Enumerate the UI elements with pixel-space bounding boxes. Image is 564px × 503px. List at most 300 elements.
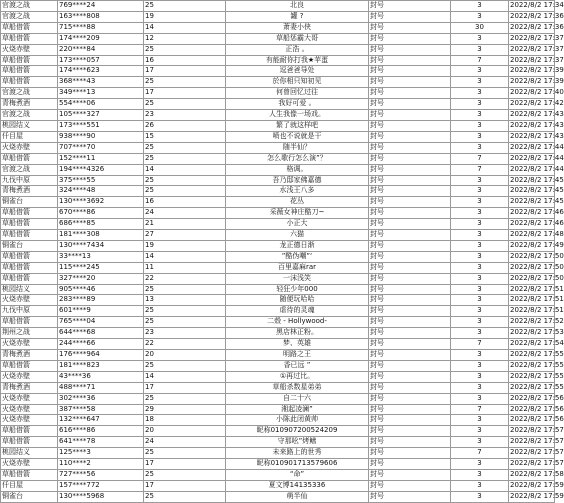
days-cell: 3: [451, 273, 509, 284]
account-cell: 132****647: [58, 415, 144, 426]
level-cell: 25: [144, 153, 226, 164]
account-cell: 194****4326: [58, 164, 144, 175]
level-cell: 25: [144, 469, 226, 480]
server-cell: 仟目屋: [1, 131, 58, 142]
level-cell: 14: [144, 164, 226, 175]
level-cell: 25: [144, 306, 226, 317]
days-cell: 3: [451, 120, 509, 131]
days-cell: 3: [451, 219, 509, 230]
account-cell: 181****823: [58, 360, 144, 371]
days-cell: 3: [451, 131, 509, 142]
account-cell: 33****13: [58, 251, 144, 262]
timestamp-cell: 2022/8/2 17:46: [509, 219, 555, 230]
action-cell: 封号: [369, 382, 451, 393]
level-cell: 25: [144, 77, 226, 88]
table-row: [1, 251, 555, 262]
action-cell: 封号: [369, 11, 451, 22]
timestamp-cell: 2022/8/2 17:36: [509, 22, 555, 33]
days-cell: 3: [451, 284, 509, 295]
level-cell: 25: [144, 491, 226, 502]
account-cell: 125****3: [58, 448, 144, 459]
nickname-cell: 人生我像一场戏。: [226, 110, 369, 121]
nickname-cell: 百里嘉麻rar: [226, 262, 369, 273]
account-cell: 554****06: [58, 99, 144, 110]
table-row: [1, 1, 555, 12]
server-cell: 草船借箭: [1, 262, 58, 273]
timestamp-cell: 2022/8/2 17:45: [509, 175, 555, 186]
table-row: [1, 66, 555, 77]
server-cell: 青梅煮酒: [1, 350, 58, 361]
action-cell: 封号: [369, 448, 451, 459]
timestamp-cell: 2022/8/2 17:50: [509, 262, 555, 273]
nickname-cell: 虐待的灵魂: [226, 306, 369, 317]
server-cell: 草船借箭: [1, 437, 58, 448]
account-cell: 130****7434: [58, 240, 144, 251]
timestamp-cell: 2022/8/2 17:55: [509, 360, 555, 371]
server-cell: 草船借箭: [1, 317, 58, 328]
server-cell: 九伐中原: [1, 306, 58, 317]
action-cell: 封号: [369, 208, 451, 219]
nickname-cell: 六猫: [226, 230, 369, 241]
server-cell: 火烧赤壁: [1, 415, 58, 426]
action-cell: 封号: [369, 131, 451, 142]
table-row: [1, 55, 555, 66]
action-cell: 封号: [369, 480, 451, 491]
table-body: [1, 1, 564, 503]
table-row: [1, 371, 555, 382]
action-cell: 封号: [369, 415, 451, 426]
days-cell: 7: [451, 448, 509, 459]
action-cell: 封号: [369, 393, 451, 404]
server-cell: 火烧赤壁: [1, 371, 58, 382]
days-cell: 3: [451, 295, 509, 306]
days-cell: 3: [451, 240, 509, 251]
table-row: [1, 230, 555, 241]
account-cell: 644****68: [58, 328, 144, 339]
account-cell: 727****56: [58, 469, 144, 480]
server-cell: 青梅煮酒: [1, 186, 58, 197]
table-row: [1, 197, 555, 208]
server-cell: 草船借箭: [1, 273, 58, 284]
table-row: [1, 175, 555, 186]
server-cell: 仟目屋: [1, 480, 58, 491]
account-cell: 174****623: [58, 66, 144, 77]
days-cell: 3: [451, 208, 509, 219]
account-cell: 181****308: [58, 230, 144, 241]
table-row: [1, 164, 555, 175]
nickname-cell: 草船惩霸大哥: [226, 33, 369, 44]
account-cell: 163****808: [58, 11, 144, 22]
days-cell: 3: [451, 77, 509, 88]
timestamp-cell: 2022/8/2 17:36: [509, 11, 555, 22]
timestamp-cell: 2022/8/2 17:44: [509, 164, 555, 175]
nickname-cell: 二殻 - Hollywood-: [226, 317, 369, 328]
timestamp-cell: 2022/8/2 17:51: [509, 284, 555, 295]
table-row: [1, 22, 555, 33]
server-cell: 官渡之战: [1, 11, 58, 22]
timestamp-cell: 2022/8/2 17:52: [509, 317, 555, 328]
account-cell: 368****43: [58, 77, 144, 88]
account-cell: 601****9: [58, 306, 144, 317]
action-cell: 封号: [369, 469, 451, 480]
nickname-cell: 一沫浅笑: [226, 273, 369, 284]
server-cell: 荆州之战: [1, 328, 58, 339]
days-cell: 3: [451, 306, 509, 317]
days-cell: 3: [451, 66, 509, 77]
server-cell: 火烧赤壁: [1, 339, 58, 350]
days-cell: 3: [451, 350, 509, 361]
table-row: [1, 306, 555, 317]
level-cell: 23: [144, 110, 226, 121]
account-cell: 769****24: [58, 1, 144, 12]
level-cell: 25: [144, 317, 226, 328]
days-cell: 3: [451, 33, 509, 44]
action-cell: 封号: [369, 1, 451, 12]
server-cell: 桃园结义: [1, 284, 58, 295]
nickname-cell: 怎么歌行怎么演”？: [226, 153, 369, 164]
nickname-cell: 守那吆”烤鳝: [226, 437, 369, 448]
level-cell: 25: [144, 44, 226, 55]
nickname-cell: 何曾回忆过往: [226, 88, 369, 99]
level-cell: 24: [144, 437, 226, 448]
table-row: [1, 186, 555, 197]
timestamp-cell: 2022/8/2 17:44: [509, 142, 555, 153]
timestamp-cell: 2022/8/2 17:57: [509, 426, 555, 437]
days-cell: 7: [451, 153, 509, 164]
days-cell: 3: [451, 371, 509, 382]
account-cell: 905****46: [58, 284, 144, 295]
level-cell: 29: [144, 404, 226, 415]
nickname-cell: 轻狂少年000: [226, 284, 369, 295]
account-cell: 43****36: [58, 371, 144, 382]
nickname-cell: 小陈此闭黄帅: [226, 415, 369, 426]
account-cell: 686****85: [58, 219, 144, 230]
nickname-cell: 昵称01090720052420​9: [226, 426, 369, 437]
timestamp-cell: 2022/8/2 17:46: [509, 208, 555, 219]
account-cell: 765****04: [58, 317, 144, 328]
timestamp-cell: 2022/8/2 17:55: [509, 382, 555, 393]
table-row: [1, 88, 555, 99]
server-cell: 草船借箭: [1, 230, 58, 241]
account-cell: 387****58: [58, 404, 144, 415]
account-cell: 938****90: [58, 131, 144, 142]
nickname-cell: 小正大: [226, 219, 369, 230]
level-cell: 17: [144, 88, 226, 99]
table-row: [1, 469, 555, 480]
nickname-cell: 龙正德日渐: [226, 240, 369, 251]
nickname-cell: 喷也不说就是干: [226, 131, 369, 142]
nickname-cell: 正浩 。: [226, 44, 369, 55]
level-cell: 25: [144, 393, 226, 404]
level-cell: 11: [144, 262, 226, 273]
days-cell: 3: [451, 262, 509, 273]
account-cell: 327****20: [58, 273, 144, 284]
level-cell: 17: [144, 480, 226, 491]
days-cell: 3: [451, 1, 509, 12]
action-cell: 封号: [369, 197, 451, 208]
nickname-cell: 自二十六: [226, 393, 369, 404]
table-row: [1, 426, 555, 437]
action-cell: 封号: [369, 175, 451, 186]
days-cell: 30: [451, 22, 509, 33]
days-cell: 3: [451, 328, 509, 339]
nickname-cell: 采薇女神庄酷刀~: [226, 208, 369, 219]
timestamp-cell: 2022/8/2 17:49: [509, 240, 555, 251]
action-cell: 封号: [369, 284, 451, 295]
account-cell: 174****209: [58, 33, 144, 44]
server-cell: 草船借箭: [1, 426, 58, 437]
nickname-cell: 梦、英雄: [226, 339, 369, 350]
server-cell: 火烧赤壁: [1, 459, 58, 470]
action-cell: 封号: [369, 350, 451, 361]
server-cell: 火烧赤壁: [1, 404, 58, 415]
days-cell: 3: [451, 186, 509, 197]
action-cell: 封号: [369, 306, 451, 317]
level-cell: 25: [144, 175, 226, 186]
level-cell: 25: [144, 1, 226, 12]
days-cell: 3: [451, 317, 509, 328]
action-cell: 封号: [369, 120, 451, 131]
table-row: [1, 142, 555, 153]
level-cell: 24: [144, 208, 226, 219]
level-cell: 22: [144, 273, 226, 284]
table-row: [1, 77, 555, 88]
days-cell: 3: [451, 197, 509, 208]
table-row: [1, 404, 555, 415]
account-cell: 324****48: [58, 186, 144, 197]
timestamp-cell: 2022/8/2 17:56: [509, 415, 555, 426]
level-cell: 16: [144, 55, 226, 66]
table-row: [1, 295, 555, 306]
timestamp-cell: 2022/8/2 17:51: [509, 306, 555, 317]
action-cell: 封号: [369, 77, 451, 88]
level-cell: 20: [144, 350, 226, 361]
timestamp-cell: 2022/8/2 17:57: [509, 459, 555, 470]
account-cell: 176****964: [58, 350, 144, 361]
action-cell: 封号: [369, 88, 451, 99]
table-row: [1, 328, 555, 339]
action-cell: 封号: [369, 328, 451, 339]
days-cell: 3: [451, 437, 509, 448]
action-cell: 封号: [369, 230, 451, 241]
account-cell: 375****55: [58, 175, 144, 186]
account-cell: 670****86: [58, 208, 144, 219]
account-cell: 707****70: [58, 142, 144, 153]
timestamp-cell: 2022/8/2 17:37: [509, 33, 555, 44]
action-cell: 封号: [369, 219, 451, 230]
days-cell: 3: [451, 251, 509, 262]
timestamp-cell: 2022/8/2 17:45: [509, 186, 555, 197]
timestamp-cell: 2022/8/2 17:50: [509, 251, 555, 262]
days-cell: 3: [451, 415, 509, 426]
table-row: [1, 317, 555, 328]
action-cell: 封号: [369, 317, 451, 328]
table-row: [1, 110, 555, 121]
days-cell: 3: [451, 142, 509, 153]
days-cell: 3: [451, 230, 509, 241]
server-cell: 火烧赤壁: [1, 142, 58, 153]
level-cell: 25: [144, 142, 226, 153]
level-cell: 14: [144, 371, 226, 382]
days-cell: 3: [451, 491, 509, 502]
action-cell: 封号: [369, 371, 451, 382]
nickname-cell: 黑店林正粉。: [226, 328, 369, 339]
level-cell: 25: [144, 360, 226, 371]
nickname-cell: 香已远 ”: [226, 360, 369, 371]
timestamp-cell: 2022/8/2 17:50: [509, 273, 555, 284]
timestamp-cell: 2022/8/2 17:37: [509, 44, 555, 55]
timestamp-cell: 2022/8/2 17:39: [509, 77, 555, 88]
nickname-cell: 北良: [226, 1, 369, 12]
table-row: [1, 273, 555, 284]
nickname-cell: 花丛: [226, 197, 369, 208]
days-cell: 3: [451, 469, 509, 480]
action-cell: 封号: [369, 44, 451, 55]
action-cell: 封号: [369, 339, 451, 350]
nickname-cell: 明路之王: [226, 350, 369, 361]
level-cell: 17: [144, 459, 226, 470]
server-cell: 九伐中原: [1, 175, 58, 186]
account-cell: 302****36: [58, 393, 144, 404]
nickname-cell: 夏文博14135336: [226, 480, 369, 491]
timestamp-cell: 2022/8/2 17:57: [509, 448, 555, 459]
server-cell: 草船借箭: [1, 33, 58, 44]
table-row: [1, 240, 555, 251]
server-cell: 铜雀台: [1, 197, 58, 208]
table-row: [1, 459, 555, 470]
table-row: [1, 33, 555, 44]
server-cell: 铜雀台: [1, 240, 58, 251]
action-cell: 封号: [369, 426, 451, 437]
days-cell: 7: [451, 339, 509, 350]
server-cell: 草船借箭: [1, 208, 58, 219]
level-cell: 16: [144, 197, 226, 208]
server-cell: 青梅煮酒: [1, 382, 58, 393]
action-cell: 封号: [369, 66, 451, 77]
server-cell: 桃园结义: [1, 448, 58, 459]
level-cell: 22: [144, 339, 226, 350]
account-cell: 283****89: [58, 295, 144, 306]
days-cell: 3: [451, 88, 509, 99]
days-cell: 3: [451, 480, 509, 491]
timestamp-cell: 2022/8/2 17:34: [509, 1, 555, 12]
account-cell: 130****3692: [58, 197, 144, 208]
nickname-cell: ①再过比。: [226, 371, 369, 382]
level-cell: 19: [144, 11, 226, 22]
level-cell: 27: [144, 230, 226, 241]
account-cell: 641****78: [58, 437, 144, 448]
server-cell: 火烧赤壁: [1, 295, 58, 306]
account-cell: 115****245: [58, 262, 144, 273]
account-cell: 173****057: [58, 55, 144, 66]
server-cell: 草船借箭: [1, 360, 58, 371]
timestamp-cell: 2022/8/2 17:42: [509, 99, 555, 110]
table-row: [1, 360, 555, 371]
action-cell: 封号: [369, 491, 451, 502]
server-cell: 草船借箭: [1, 219, 58, 230]
account-cell: 173****551: [58, 120, 144, 131]
action-cell: 封号: [369, 153, 451, 164]
server-cell: 火烧赤壁: [1, 393, 58, 404]
timestamp-cell: 2022/8/2 17:45: [509, 197, 555, 208]
days-cell: 3: [451, 393, 509, 404]
action-cell: 封号: [369, 459, 451, 470]
timestamp-cell: 2022/8/2 17:58: [509, 469, 555, 480]
days-cell: 7: [451, 164, 509, 175]
nickname-cell: 随半仙？: [226, 142, 369, 153]
timestamp-cell: 2022/8/2 17:43: [509, 110, 555, 121]
account-cell: 105****327: [58, 110, 144, 121]
timestamp-cell: 2022/8/2 17:43: [509, 120, 555, 131]
level-cell: 14: [144, 22, 226, 33]
timestamp-cell: 2022/8/2 17:51: [509, 295, 555, 306]
level-cell: 12: [144, 33, 226, 44]
action-cell: 封号: [369, 437, 451, 448]
table-row: [1, 11, 555, 22]
level-cell: 23: [144, 328, 226, 339]
level-cell: 25: [144, 284, 226, 295]
action-cell: 封号: [369, 22, 451, 33]
account-cell: 110****2: [58, 459, 144, 470]
nickname-cell: 草船杀数星弟弟: [226, 382, 369, 393]
server-cell: 青梅煮酒: [1, 99, 58, 110]
level-cell: 18: [144, 415, 226, 426]
account-cell: 130****5968: [58, 491, 144, 502]
action-cell: 封号: [369, 186, 451, 197]
account-cell: 715****88: [58, 22, 144, 33]
server-cell: 官渡之战: [1, 1, 58, 12]
action-cell: 封号: [369, 33, 451, 44]
action-cell: 封号: [369, 164, 451, 175]
nickname-cell: 罐 ?: [226, 11, 369, 22]
server-cell: 官渡之战: [1, 88, 58, 99]
action-cell: 封号: [369, 251, 451, 262]
timestamp-cell: 2022/8/2 17:37: [509, 55, 555, 66]
level-cell: 19: [144, 240, 226, 251]
action-cell: 封号: [369, 55, 451, 66]
timestamp-cell: 2022/8/2 17:53: [509, 328, 555, 339]
days-cell: 3: [451, 99, 509, 110]
table-row: [1, 437, 555, 448]
days-cell: 3: [451, 44, 509, 55]
timestamp-cell: 2022/8/2 17:44: [509, 153, 555, 164]
nickname-cell: “命”: [226, 469, 369, 480]
timestamp-cell: 2022/8/2 17:48: [509, 230, 555, 241]
action-cell: 封号: [369, 404, 451, 415]
table-row: [1, 350, 555, 361]
action-cell: 封号: [369, 110, 451, 121]
table-row: [1, 44, 555, 55]
days-cell: 3: [451, 459, 509, 470]
nickname-cell: 吾乃邸家佛嘉德: [226, 175, 369, 186]
timestamp-cell: 2022/8/2 17:56: [509, 393, 555, 404]
days-cell: 7: [451, 404, 509, 415]
table-row: [1, 415, 555, 426]
nickname-cell: 萧妻小侠: [226, 22, 369, 33]
action-cell: 封号: [369, 262, 451, 273]
table-row: [1, 382, 555, 393]
nickname-cell: ”酷伪嘲”‘: [226, 251, 369, 262]
level-cell: 25: [144, 186, 226, 197]
server-cell: 草船借箭: [1, 469, 58, 480]
days-cell: 3: [451, 382, 509, 393]
level-cell: 15: [144, 131, 226, 142]
server-cell: 官渡之战: [1, 110, 58, 121]
days-cell: 7: [451, 55, 509, 66]
level-cell: 14: [144, 251, 226, 262]
server-cell: 官渡之战: [1, 164, 58, 175]
table-row: [1, 262, 555, 273]
